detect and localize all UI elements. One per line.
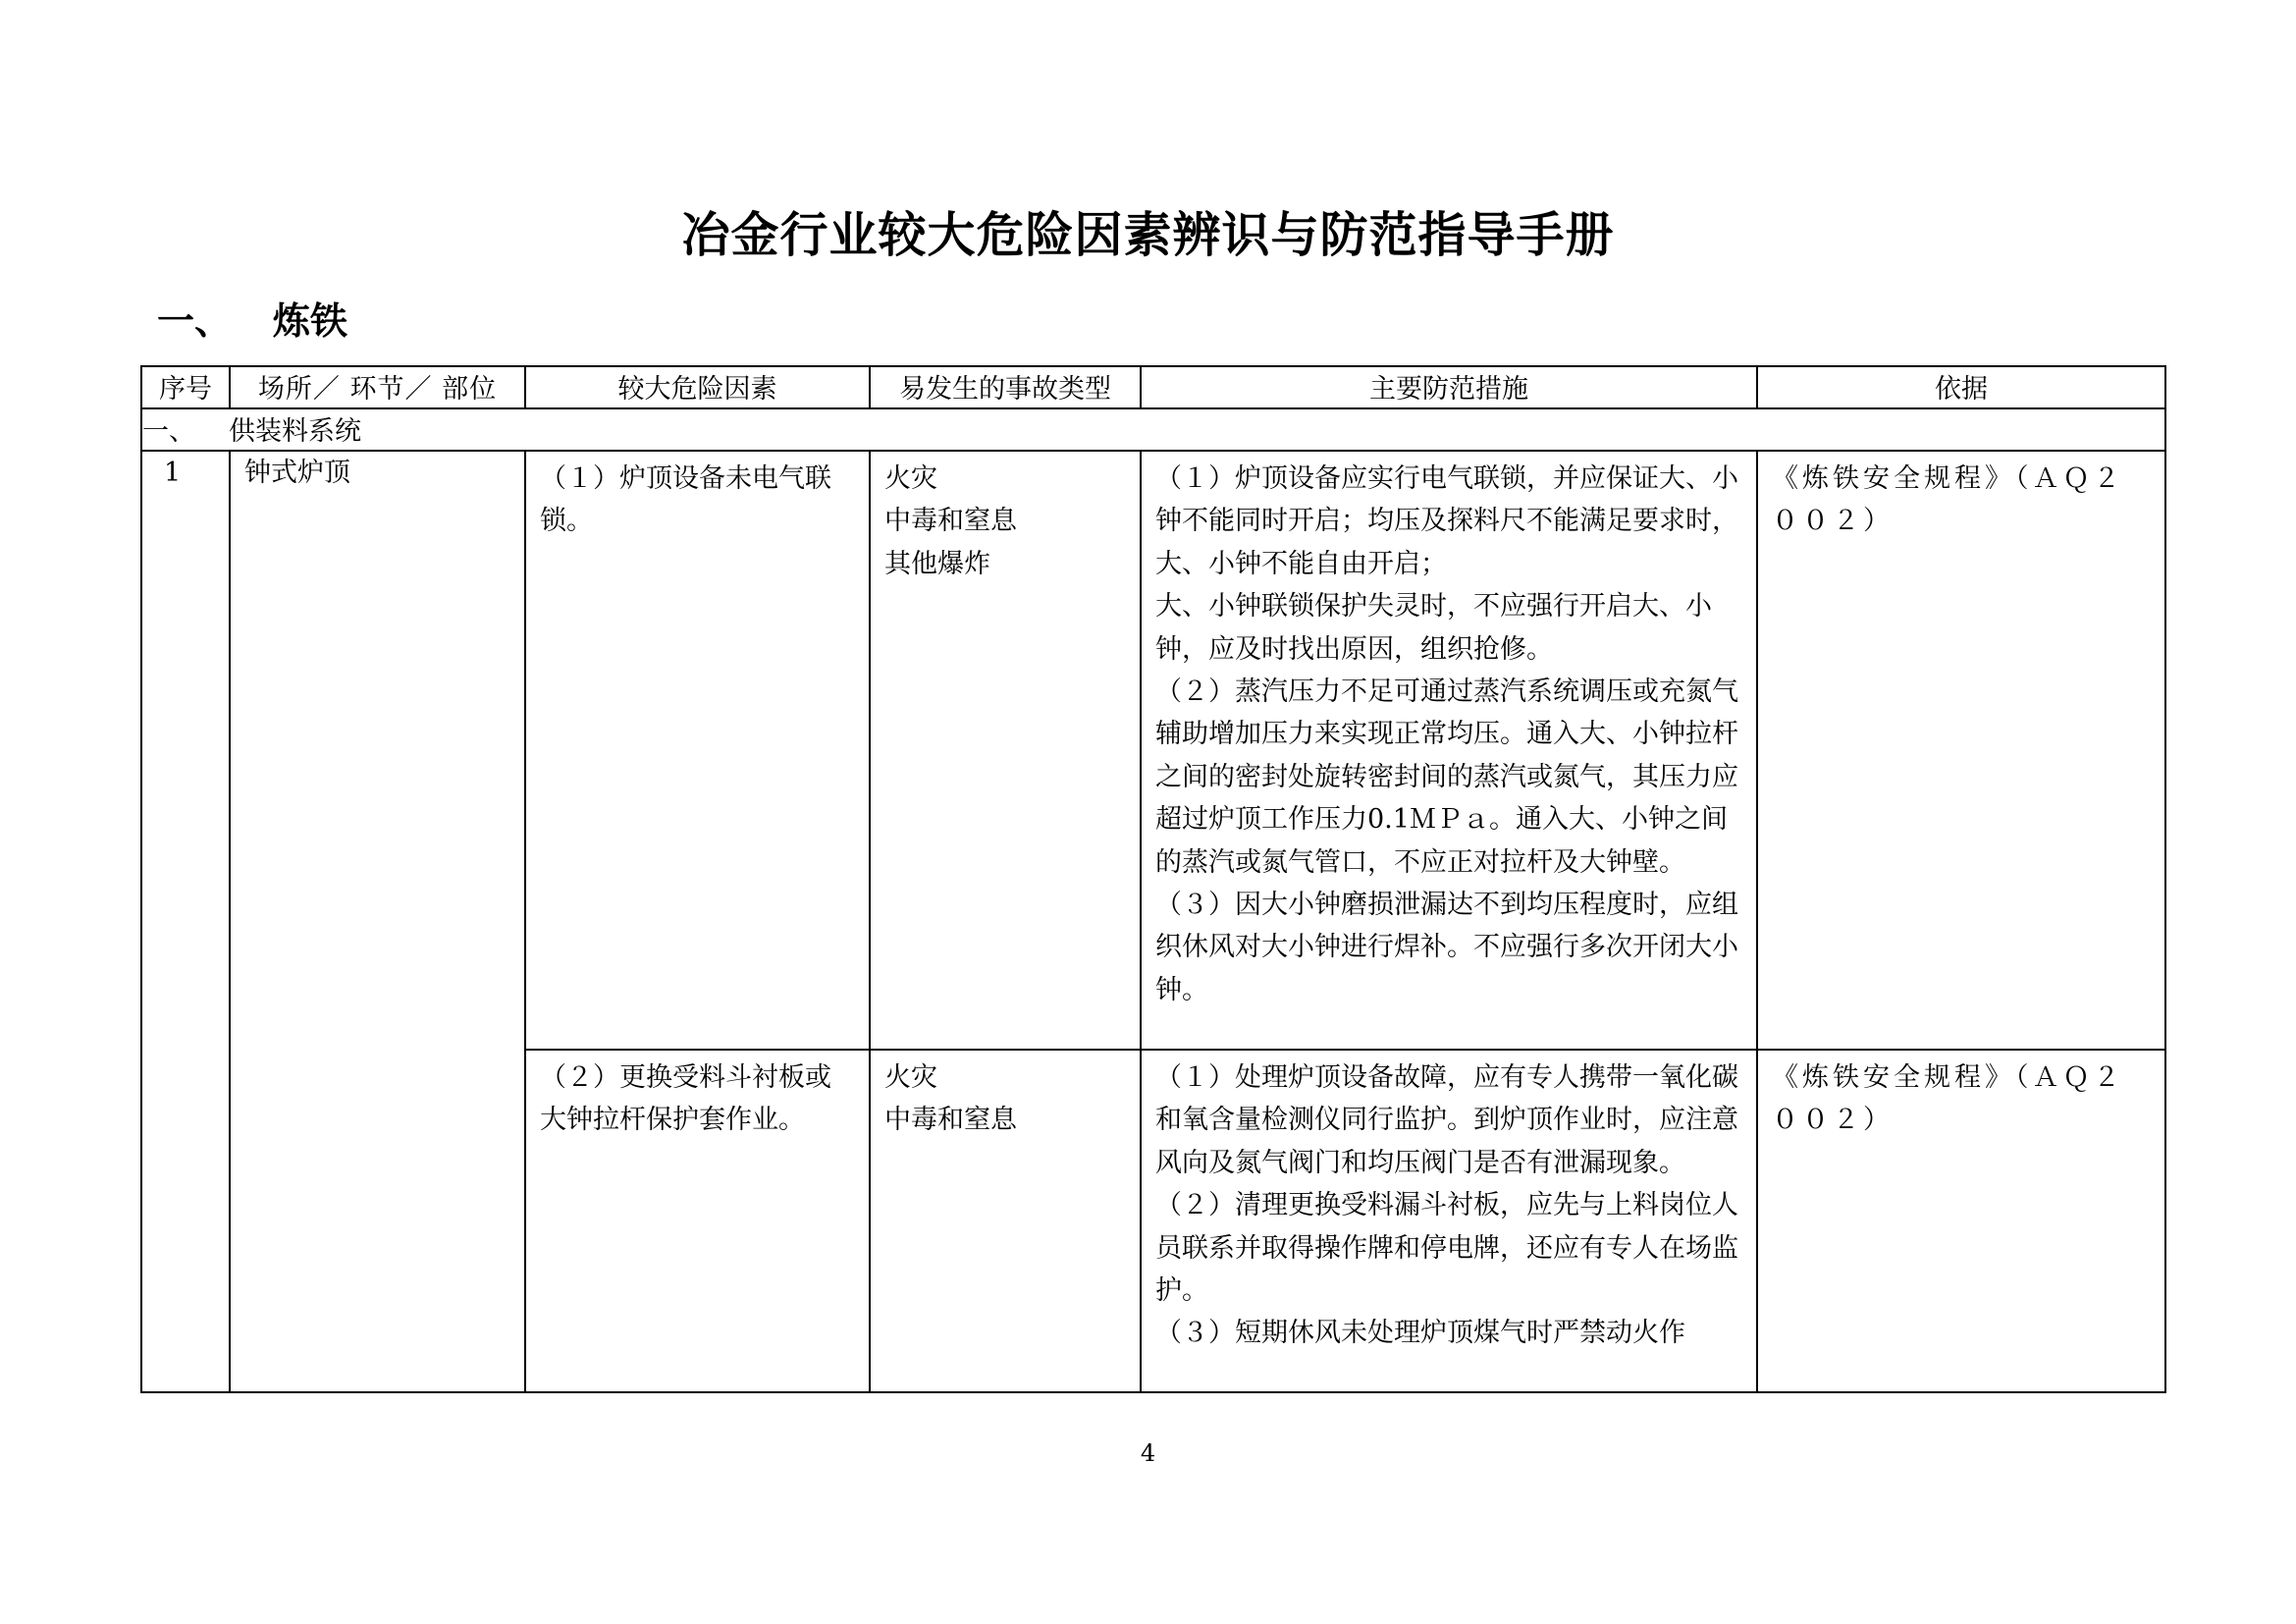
measure-paragraph: （１）处理炉顶设备故障，应有专人携带一氧化碳和氧含量检测仪同行监护。到炉顶作业时，应注意风向及氮气阀门和均压阀门是否有泄漏现象。: [1155, 1062, 1738, 1178]
hazard-cell: [525, 451, 870, 1050]
measures-text: [1142, 1051, 1756, 1355]
accident-type-cell: [870, 1050, 1141, 1392]
hazard-text: （２）更换受料斗衬板或大钟拉杆保护套作业。: [540, 1062, 831, 1136]
page-number: 4: [1140, 1439, 1156, 1467]
section-number: 一、: [157, 299, 233, 343]
basis-cell: [1757, 451, 2165, 1050]
seq-value: 1: [164, 458, 182, 488]
header-hazard: 较大危险因素: [525, 366, 870, 408]
header-basis: 依据: [1757, 366, 2165, 408]
header-location: 场所／ 环节／ 部位: [230, 366, 525, 408]
measure-paragraph: （１）炉顶设备应实行电气联锁，并应保证大、小钟不能同时开启；均压及探料尺不能满足要求时，大、小钟不能自由开启；: [1155, 463, 1738, 579]
measure-paragraph: 大、小钟联锁保护失灵时，不应强行开启大、小钟，应及时找出原因，组织抢修。: [1155, 591, 1712, 665]
document-title: 冶金行业较大危险因素辨识与防范指导手册: [681, 207, 1615, 263]
seq-cell: [141, 451, 230, 1392]
accident-type-item: 中毒和窒息: [884, 1105, 1017, 1136]
table-row: [141, 451, 2165, 1050]
measures-cell: [1141, 1050, 1757, 1392]
accident-type-cell: [870, 451, 1141, 1050]
hazard-text: （１）炉顶设备未电气联锁。: [540, 463, 831, 537]
header-accident-type: 易发生的事故类型: [870, 366, 1141, 408]
table-header-row: [141, 366, 2165, 408]
measure-paragraph: （３）短期休风未处理炉顶煤气时严禁动火作: [1155, 1318, 1685, 1349]
location-value: 钟式炉顶: [244, 458, 350, 488]
measures-cell: [1141, 451, 1757, 1050]
accident-type-item: 其他爆炸: [884, 548, 990, 579]
measures-text: [1142, 452, 1756, 1011]
basis-text: 《炼铁安全规程》（ＡＱ２００２）: [1772, 1062, 2124, 1136]
basis-text: 《炼铁安全规程》（ＡＱ２００２）: [1772, 463, 2124, 537]
accident-type-item: 火灾: [884, 1062, 937, 1093]
accident-type-item: 中毒和窒息: [884, 506, 1017, 537]
hazard-table: [140, 365, 2166, 1393]
header-measures: 主要防范措施: [1141, 366, 1757, 408]
measure-paragraph: （２）蒸汽压力不足可通过蒸汽系统调压或充氮气辅助增加压力来实现正常均压。通入大、小钟拉杆之间的密封处旋转密封间的蒸汽或氮气，其压力应超过炉顶工作压力0.1ＭＰａ。通入大、小钟之间的蒸汽或氮气管口，不应正对拉杆及大钟壁。: [1155, 677, 1738, 878]
section-title: 炼铁: [273, 299, 348, 343]
header-seq: 序号: [141, 366, 230, 408]
subsection-number: 一、: [142, 416, 195, 447]
measure-paragraph: （２）清理更换受料漏斗衬板，应先与上料岗位人员联系并取得操作牌和停电牌，还应有专人在场监护。: [1155, 1190, 1738, 1307]
hazard-cell: [525, 1050, 870, 1392]
subsection-title: 供装料系统: [229, 416, 361, 447]
subsection-cell: [141, 408, 2165, 451]
accident-type-item: 火灾: [884, 463, 937, 494]
location-cell: [230, 451, 525, 1392]
measure-paragraph: （３）因大小钟磨损泄漏达不到均压程度时，应组织休风对大小钟进行焊补。不应强行多次开闭大小钟。: [1155, 890, 1738, 1005]
basis-cell: [1757, 1050, 2165, 1392]
accident-type-list: [871, 452, 1140, 585]
section-heading: [157, 293, 347, 350]
subsection-row: [141, 408, 2165, 451]
accident-type-list: [871, 1051, 1140, 1142]
